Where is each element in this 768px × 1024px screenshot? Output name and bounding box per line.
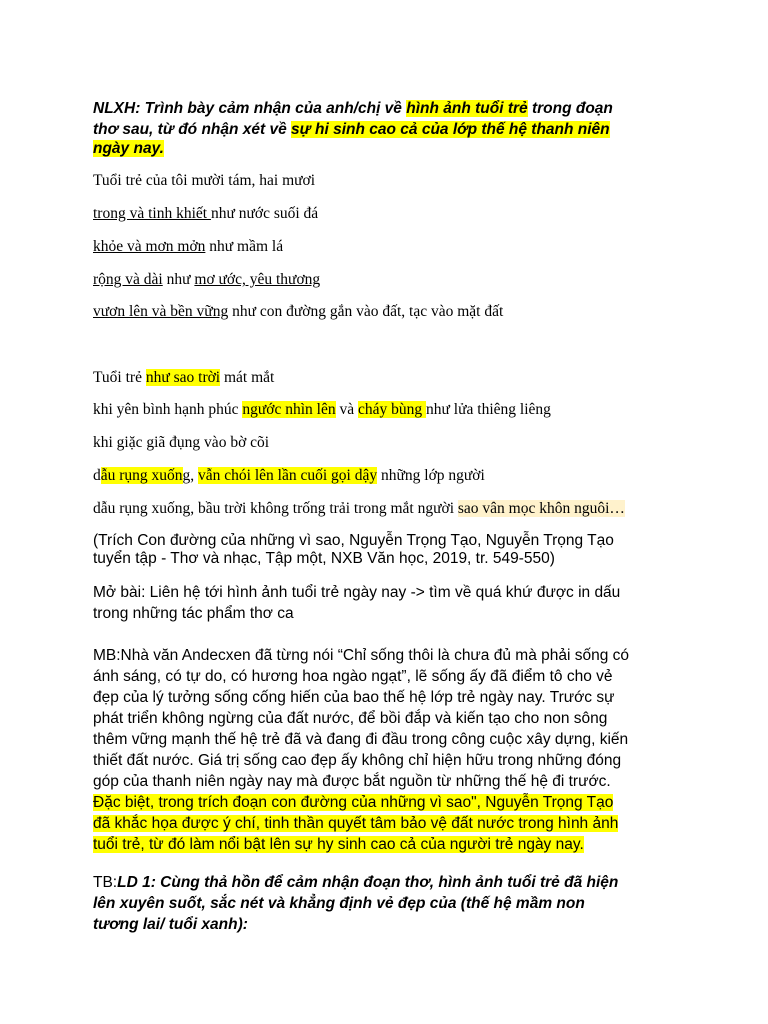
poem-text: Tuổi trẻ — [93, 369, 146, 386]
tb-prefix: TB: — [93, 874, 118, 891]
poem-line — [93, 401, 551, 419]
poem-line — [93, 172, 315, 190]
poem-text: Tuổi trẻ của tôi mười tám, hai mươi — [93, 172, 316, 189]
poem-text: mát mắt — [220, 369, 275, 386]
poem-text: g, — [182, 467, 199, 484]
mb-text: ánh sáng, có tự do, có hương hoa ngào ngạt”, lẽ sống ấy đã điểm tô cho vẻ — [93, 668, 613, 685]
poem-underlined: trong và tinh khiết — [93, 205, 211, 222]
heading-text: NLXH: Trình bày cảm nhận của anh/chị về — [93, 100, 407, 117]
poem-underlined: vươn lên và bền vững — [93, 303, 229, 320]
poem-highlight: cháy bùng — [358, 401, 427, 418]
poem-text: những lớp người — [377, 467, 485, 484]
mb-line — [93, 836, 584, 854]
poem-text: như con đường gắn vào đất, tạc vào mặt đất — [228, 303, 504, 320]
poem-text: d — [93, 467, 101, 484]
heading-highlight: ngày nay. — [93, 140, 164, 157]
mb-highlight: đã khắc họa được ý chí, tinh thần quyết tâm bảo vệ đất nước trong hình ảnh — [93, 815, 619, 832]
tb-line-1 — [93, 874, 618, 892]
mobai-line-2 — [93, 605, 294, 623]
mb-text: MB:Nhà văn Andecxen đã từng nói “Chỉ sống thôi là chưa đủ mà phải sống có — [93, 647, 630, 664]
mobai-line-1 — [93, 584, 620, 602]
tb-text: tương lai/ tuổi xanh): — [93, 916, 248, 933]
mb-highlight: Đặc biệt, trong trích đoạn con đường của những vì sao", Nguyễn Trọng Tạo — [93, 794, 614, 811]
citation-line-1 — [93, 532, 614, 550]
tb-text: lên xuyên suốt, sắc nét và khẳng định vẻ đẹp của (thế hệ mầm non — [93, 895, 585, 912]
poem-text: khi yên bình hạnh phúc — [93, 401, 243, 418]
poem-highlight: như sao trời — [145, 369, 221, 386]
tb-text: LD 1: Cùng thả hồn để cảm nhận đoạn thơ, hình ảnh tuổi trẻ đã hiện — [117, 874, 619, 891]
mb-text: góp của thanh niên ngày nay mà được bắt nguồn từ những thế hệ đi trước. — [93, 773, 611, 790]
poem-highlight: ngước nhìn lên — [242, 401, 336, 418]
poem-text: như lửa thiêng liêng — [426, 401, 551, 418]
poem-line — [93, 500, 625, 518]
heading-text: thơ sau, từ đó nhận xét về — [93, 121, 292, 138]
poem-line — [93, 238, 283, 256]
mobai-text: trong những tác phẩm thơ ca — [93, 605, 294, 622]
poem-text: như nước suối đá — [210, 205, 319, 222]
mb-line — [93, 752, 621, 770]
poem-highlight: sao vân mọc khôn nguôi… — [457, 500, 625, 517]
heading-highlight: hình ảnh tuổi trẻ — [406, 100, 528, 117]
citation-text: (Trích Con đường của những vì sao, Nguyễn Trọng Tạo, Nguyễn Trọng Tạo — [93, 532, 614, 549]
mb-line — [93, 689, 614, 707]
citation-text: tuyển tập - Thơ và nhạc, Tập một, NXB Văn học, 2019, tr. 549-550) — [93, 550, 555, 567]
poem-line — [93, 434, 269, 452]
mb-line — [93, 710, 607, 728]
mb-line — [93, 647, 629, 665]
heading-line-2 — [93, 121, 610, 139]
tb-line-3 — [93, 916, 248, 934]
heading-text: trong đoạn — [527, 100, 613, 117]
poem-text: như mầm lá — [205, 238, 284, 255]
poem-underlined: khỏe và mơn mởn — [93, 238, 206, 255]
poem-highlight: vẫn chói lên lần cuối gọi dậy — [198, 467, 378, 484]
tb-line-2 — [93, 895, 585, 913]
poem-line — [93, 369, 274, 387]
poem-text: như — [162, 271, 195, 288]
poem-underlined: mơ ước, yêu thương — [194, 271, 321, 288]
mb-highlight: tuổi trẻ, từ đó làm nổi bật lên sự hy sinh cao cả của người trẻ ngày nay. — [93, 836, 584, 853]
mobai-text: Mở bài: Liên hệ tới hình ảnh tuổi trẻ ngày nay -> tìm về quá khứ được in dấu — [93, 584, 621, 601]
mb-line — [93, 794, 613, 812]
poem-text: khi giặc giã đụng vào bờ cõi — [93, 434, 270, 451]
mb-text: đẹp của lý tưởng sống cống hiến của bao thế hệ lớp trẻ ngày nay. Trước sự — [93, 689, 615, 706]
mb-text: thiết đất nước. Giá trị sống cao đẹp ấy không chỉ hiện hữu trong những đóng — [93, 752, 622, 769]
poem-line — [93, 467, 485, 485]
mb-line — [93, 773, 611, 791]
poem-line — [93, 271, 320, 289]
mb-text: phát triển không ngừng của đất nước, để bồi đắp và kiến tạo cho non sông — [93, 710, 608, 727]
mb-line — [93, 731, 628, 749]
mb-line — [93, 815, 618, 833]
poem-text: dẫu rụng xuống, bầu trời không trống trải trong mắt người — [93, 500, 458, 517]
poem-underlined: rộng và dài — [93, 271, 163, 288]
heading-line-1 — [93, 100, 613, 118]
poem-text: và — [335, 401, 359, 418]
poem-line — [93, 303, 503, 321]
poem-highlight: ẫu rụng xuốn — [100, 467, 183, 484]
heading-highlight: sự hi sinh cao cả của lớp thế hệ thanh niên — [291, 121, 610, 138]
heading-line-3 — [93, 140, 164, 158]
citation-line-2 — [93, 550, 555, 568]
poem-line — [93, 205, 318, 223]
mb-text: thêm vững mạnh thế hệ trẻ đã và đang đi đầu trong công cuộc xây dựng, kiến — [93, 731, 629, 748]
mb-line — [93, 668, 613, 686]
